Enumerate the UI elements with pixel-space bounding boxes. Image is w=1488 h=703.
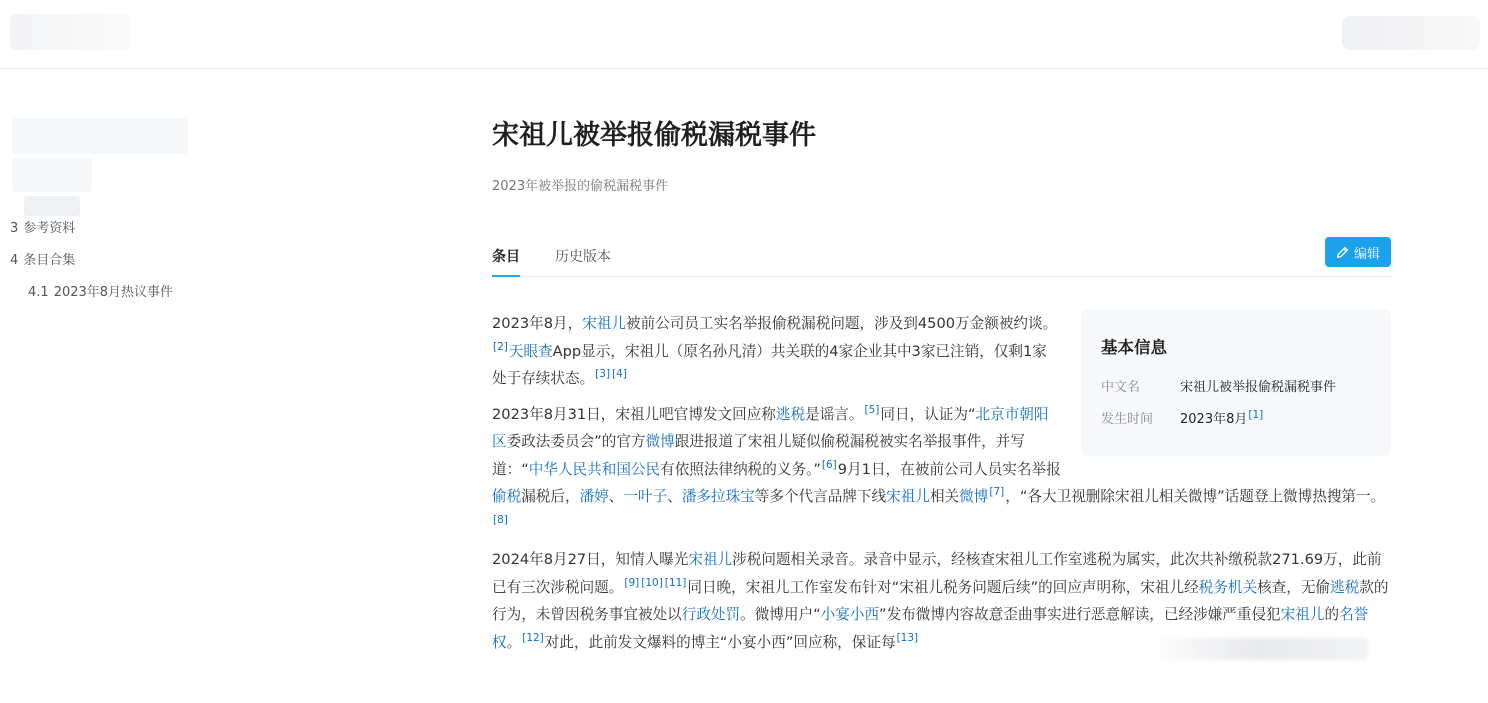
- link-xiaoyan-xiaoxi[interactable]: 小宴小西: [820, 606, 880, 623]
- tab-entry[interactable]: 条目: [492, 249, 520, 265]
- reference-link[interactable]: [7]: [989, 486, 1005, 499]
- link-chaoyang-district[interactable]: 北京市朝阳区: [492, 405, 1049, 450]
- toc-item-references[interactable]: 3 参考资料: [10, 221, 76, 236]
- article-tabs: [492, 238, 1391, 277]
- link-prc-citizen[interactable]: 中华人民共和国公民: [528, 460, 661, 478]
- reference-link[interactable]: [10]: [641, 576, 663, 589]
- info-key: 发生时间: [1101, 412, 1154, 427]
- link-song-zuer[interactable]: 宋祖儿: [1280, 606, 1325, 623]
- info-value: 宋祖儿被举报偷税漏税事件: [1180, 380, 1337, 395]
- link-administrative-penalty[interactable]: 行政处罚: [681, 606, 741, 623]
- tab-history[interactable]: 历史版本: [555, 249, 611, 265]
- link-weibo[interactable]: 微博: [959, 488, 989, 505]
- reference-link[interactable]: [13]: [896, 631, 919, 644]
- toc-blurred-item: [12, 158, 92, 192]
- reference-link[interactable]: [5]: [864, 403, 880, 416]
- basic-info-box: [1081, 310, 1391, 456]
- reference-link[interactable]: [4]: [612, 368, 627, 381]
- page-title: 宋祖儿被举报偷税漏税事件: [492, 120, 816, 151]
- site-logo-blurred[interactable]: [10, 14, 130, 50]
- link-tax-fraud[interactable]: 偷税: [492, 488, 522, 505]
- paragraph-1: 2023年8月，宋祖儿被前公司员工实名举报偷税漏税问题，涉及到4500万金额被约谈。[2]天眼查App显示，宋祖儿（原名孙凡清）共关联的4家企业其中3家已注销，仅剩1家处于存续状态。[3] [4]: [492, 315, 1058, 387]
- reference-link[interactable]: [6]: [821, 458, 837, 471]
- reference-link[interactable]: [11]: [664, 576, 687, 589]
- link-song-zuer[interactable]: 宋祖儿: [886, 488, 930, 505]
- toc-item-collections[interactable]: 4 条目合集: [10, 253, 76, 268]
- paragraph-2: 2023年8月31日，宋祖儿吧官博发文回应称逃税是谣言。[5]同日，认证为“北京市朝阳区委政法委员会”的官方微博跟进报道了宋祖儿疑似偷税漏税被实名举报事件，并写道：“中华人民共和国公民有依照法律纳税的义务。”[6]9月1日，在被前公司人员实名举报偷税漏税后，潘婷、一叶子、潘多拉珠宝等多个代言品牌下线宋祖儿相关微博[7]，“各大卫视删除宋祖儿相关微博”话题登上微博热搜第一。[8]: [492, 403, 1386, 526]
- toc-item-aug-2023-events[interactable]: 4.1 2023年8月热议事件: [28, 285, 174, 300]
- reference-link[interactable]: [2]: [493, 340, 508, 353]
- reference-link[interactable]: [12]: [522, 631, 544, 644]
- search-box-blurred[interactable]: [1342, 16, 1480, 50]
- link-tax-authority[interactable]: 税务机关: [1198, 578, 1258, 596]
- reference-link[interactable]: [1]: [1248, 408, 1264, 421]
- edit-button[interactable]: [1325, 237, 1391, 267]
- page-subtitle: 2023年被举报的偷税漏税事件: [492, 179, 669, 194]
- top-navigation-bar: [0, 0, 1488, 69]
- info-row-chinese-name: [1101, 376, 1336, 395]
- link-song-zuer[interactable]: 宋祖儿: [582, 315, 627, 332]
- blurred-text-overlay: [1146, 638, 1368, 660]
- link-pantene[interactable]: 潘婷: [579, 488, 609, 505]
- reference-link[interactable]: [3]: [595, 368, 611, 381]
- link-inoherb[interactable]: 一叶子: [623, 488, 668, 505]
- paragraph-3: 2024年8月27日，知情人曝光宋祖儿涉税问题相关录音。录音中显示，经核查宋祖儿工作室逃税为属实，此次共补缴税款271.69万，此前已有三次涉税问题。[9] [10] [11]同日晚，宋祖儿工作室发布针对“宋祖儿税务问题后续”的回应声明称，宋祖儿经税务机关核查，无偷逃税款的行为，未曾因税务事宜被处以行政处罚。微博用户“小宴小西”发布微博内容故意歪曲事实进行恶意解读，已经涉嫌严重侵犯宋祖儿的名誉权。[12]对此，此前发文爆料的博主“小宴小西”回应称，保证每[13]: [492, 551, 1389, 651]
- toc-blurred-item: [24, 196, 80, 216]
- link-tax-evasion[interactable]: 逃税: [1330, 578, 1360, 596]
- reference-link[interactable]: [8]: [493, 513, 508, 526]
- link-tax-evasion[interactable]: 逃税: [775, 405, 806, 423]
- info-box-title: 基本信息: [1101, 338, 1167, 357]
- link-tianyancha[interactable]: 天眼查: [508, 342, 553, 360]
- toc-blurred-heading: [12, 118, 188, 154]
- info-key: 中文名: [1101, 380, 1141, 395]
- link-pandora[interactable]: 潘多拉珠宝: [681, 488, 755, 505]
- link-reputation-right[interactable]: 名誉权: [492, 606, 1369, 651]
- article-body: [492, 310, 1391, 664]
- reference-link[interactable]: [9]: [624, 576, 640, 589]
- pencil-icon: [1336, 246, 1349, 259]
- link-song-zuer[interactable]: 宋祖儿: [688, 551, 733, 568]
- info-value: 2023年8月: [1180, 412, 1248, 427]
- info-row-date: [1101, 408, 1264, 427]
- link-weibo[interactable]: 微博: [645, 433, 675, 450]
- edit-button-label: 编辑: [1353, 246, 1380, 262]
